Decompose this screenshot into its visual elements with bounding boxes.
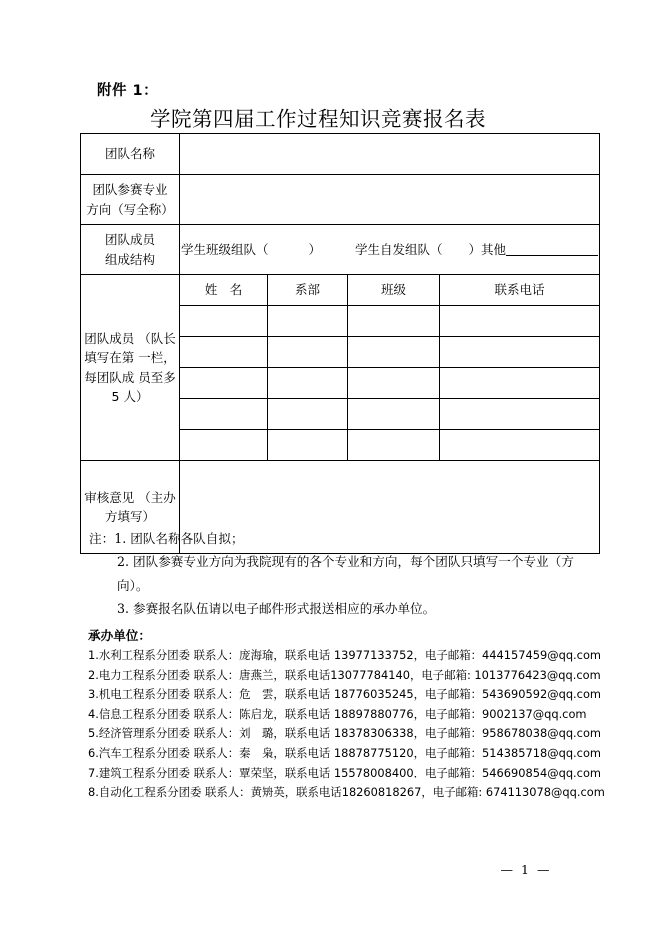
structure-option-self-team: 学生自发组队（ xyxy=(355,241,443,257)
label-team-name: 团队名称 xyxy=(81,134,180,175)
column-header-name: 姓 名 xyxy=(180,275,268,306)
label-team-members xyxy=(81,275,180,461)
cell-member-1-class[interactable] xyxy=(348,306,440,337)
column-header-class: 班级 xyxy=(348,275,440,306)
notes-section xyxy=(80,527,600,620)
note-text-1: 1. 团队名称各队自拟； xyxy=(114,531,244,546)
cell-member-1-name[interactable] xyxy=(180,306,268,337)
organizer-item-7: 7.建筑工程系分团委 联系人：覃荣坚，联系电话 15578008400．电子邮箱：546690854@qq.com xyxy=(88,765,602,780)
cell-member-2-class[interactable] xyxy=(348,337,440,368)
organizer-item-8: 8.自动化工程系分团委 联系人：黄矪英，联系电话18260818267，电子邮箱: 674113078@qq.com xyxy=(88,785,605,800)
note-item-1 xyxy=(80,527,600,550)
label-team-structure xyxy=(81,225,180,275)
cell-member-2-phone[interactable] xyxy=(440,337,600,368)
label-major-line2: 方向（写全称） xyxy=(86,201,174,217)
table-row-major-direction xyxy=(81,175,600,225)
cell-member-1-dept[interactable] xyxy=(268,306,348,337)
organizer-item-2: 2.电力工程系分团委 联系人：唐燕兰，联系电话13077784140，电子邮箱: 1013776423@qq.com xyxy=(88,667,601,682)
label-members-line2: （队长填写在第 xyxy=(84,330,176,366)
cell-member-3-class[interactable] xyxy=(348,368,440,399)
table-row-team-name xyxy=(81,134,600,175)
field-team-structure xyxy=(180,225,600,275)
cell-member-4-dept[interactable] xyxy=(268,399,348,430)
table-row-member-header xyxy=(81,275,600,306)
field-major-direction[interactable] xyxy=(180,175,600,225)
cell-member-5-dept[interactable] xyxy=(268,430,348,461)
structure-other-input-rule[interactable] xyxy=(506,255,598,256)
page-number: — 1 — xyxy=(500,862,552,877)
label-audit-line2: （主办方填写） xyxy=(104,489,176,524)
note-item-3: 3. 参赛报名队伍请以电子邮件形式报送相应的承办单位。 xyxy=(117,600,436,616)
cell-member-4-name[interactable] xyxy=(180,399,268,430)
cell-member-1-phone[interactable] xyxy=(440,306,600,337)
cell-member-2-name[interactable] xyxy=(180,337,268,368)
organizer-item-6: 6.汽车工程系分团委 联系人：秦 枭，联系电话 18878775120，电子邮箱：514385718@qq.com xyxy=(88,746,602,761)
notes-prefix: 注： xyxy=(89,531,115,546)
cell-member-3-dept[interactable] xyxy=(268,368,348,399)
label-members-line4: 员至多 5 人） xyxy=(111,369,176,404)
registration-form-table xyxy=(80,133,600,554)
organizer-item-5: 5.经济管理系分团委 联系人：刘 璐，联系电话 18378306338，电子邮箱：958678038@qq.com xyxy=(88,726,602,741)
label-major-direction xyxy=(81,175,180,225)
cell-member-4-class[interactable] xyxy=(348,399,440,430)
structure-option-class-team-close: ） xyxy=(308,241,321,257)
page-footer xyxy=(0,862,662,877)
organizers-title: 承办单位： xyxy=(88,628,151,643)
label-structure-line1: 团队成员 xyxy=(104,232,155,248)
cell-member-2-dept[interactable] xyxy=(268,337,348,368)
label-members-line1: 团队成员 xyxy=(84,330,135,346)
cell-member-5-name[interactable] xyxy=(180,430,268,461)
column-header-department: 系部 xyxy=(268,275,348,306)
cell-member-5-phone[interactable] xyxy=(440,430,600,461)
organizer-item-3: 3.机电工程系分团委 联系人：危 雲，联系电话 18776035245，电子邮箱：543690592@qq.com xyxy=(88,687,602,702)
label-structure-line2: 组成结构 xyxy=(104,251,155,267)
note-item-2: 2. 团队参赛专业方向为我院现有的各个专业和方向，每个团队只填写一个专业（方向）。 xyxy=(117,554,574,593)
label-members-line3: 一栏，每团队成 xyxy=(84,350,176,385)
column-header-phone: 联系电话 xyxy=(440,275,600,306)
cell-member-3-phone[interactable] xyxy=(440,368,600,399)
field-team-name[interactable] xyxy=(180,134,600,175)
structure-option-other-label: ）其他 xyxy=(468,241,507,257)
table-row-team-structure xyxy=(81,225,600,275)
cell-member-4-phone[interactable] xyxy=(440,399,600,430)
attachment-label: 附件 1： xyxy=(97,83,159,99)
organizer-item-4: 4.信息工程系分团委 联系人：陈启龙，联系电话 18897880776，电子邮箱：9002137@qq.com xyxy=(88,706,587,721)
organizers-section xyxy=(88,625,605,803)
cell-member-5-class[interactable] xyxy=(348,430,440,461)
cell-member-3-name[interactable] xyxy=(180,368,268,399)
structure-option-class-team: 学生班级组队（ xyxy=(180,241,269,257)
page-title: 学院第四届工作过程知识竞赛报名表 xyxy=(150,107,486,131)
organizer-item-1: 1.水利工程系分团委 联系人：庞海瑜，联系电话 13977133752，电子邮箱：444157459@qq.com xyxy=(88,648,602,662)
label-audit-line1: 审核意见 xyxy=(84,489,135,505)
label-major-line1: 团队参赛专业 xyxy=(92,182,168,198)
